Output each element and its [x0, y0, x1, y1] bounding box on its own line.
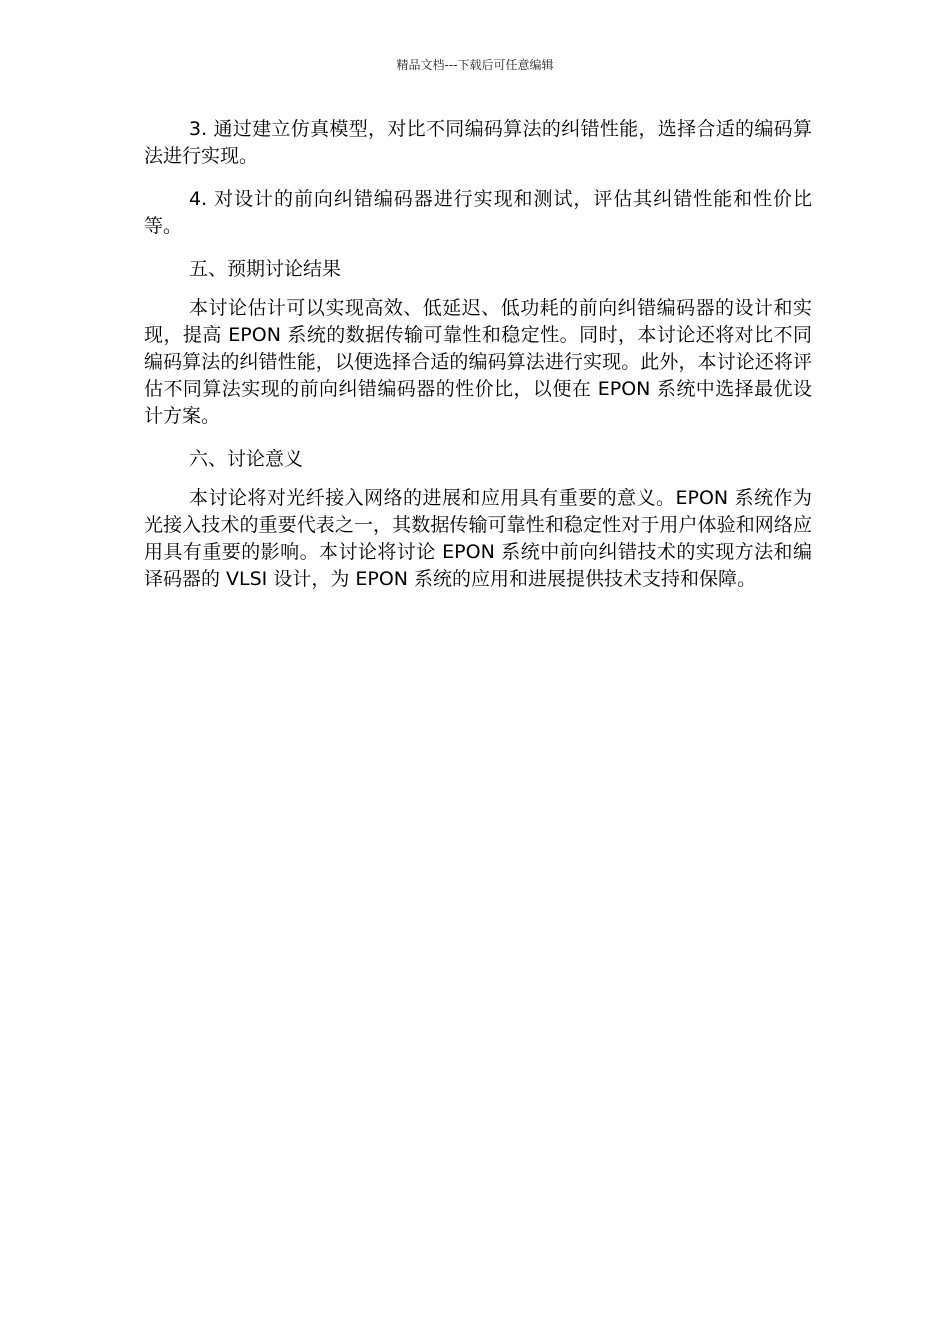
list-item-3: 3. 通过建立仿真模型，对比不同编码算法的纠错性能，选择合适的编码算法进行实现。 [144, 118, 812, 167]
list-item-4: 4. 对设计的前向纠错编码器进行实现和测试，评估其纠错性能和性价比等。 [144, 188, 812, 237]
section-heading-expected-results: 五、预期讨论结果 [189, 258, 342, 280]
section-heading-significance: 六、讨论意义 [189, 448, 304, 470]
document-body [144, 116, 812, 609]
section-paragraph-significance: 本讨论将对光纤接入网络的进展和应用具有重要的意义。EPON 系统作为光接入技术的重要代表之一，其数据传输可靠性和稳定性对于用户体验和网络应用具有重要的影响。本讨论将讨论 EPON 系统中前向纠错技术的实现方法和编译码器的 VLSI 设计，为 EPON 系统的应用和进展提供技术支持和保障。 [144, 487, 812, 590]
page-header: 精品文档---下载后可任意编辑 [396, 58, 554, 72]
section-paragraph-expected-results: 本讨论估计可以实现高效、低延迟、低功耗的前向纠错编码器的设计和实现，提高 EPON 系统的数据传输可靠性和稳定性。同时，本讨论还将对比不同编码算法的纠错性能，以便选择合适的编码算法进行实现。此外，本讨论还将评估不同算法实现的前向纠错编码器的性价比，以便在 EPON 系统中选择最优设计方案。 [144, 297, 812, 427]
